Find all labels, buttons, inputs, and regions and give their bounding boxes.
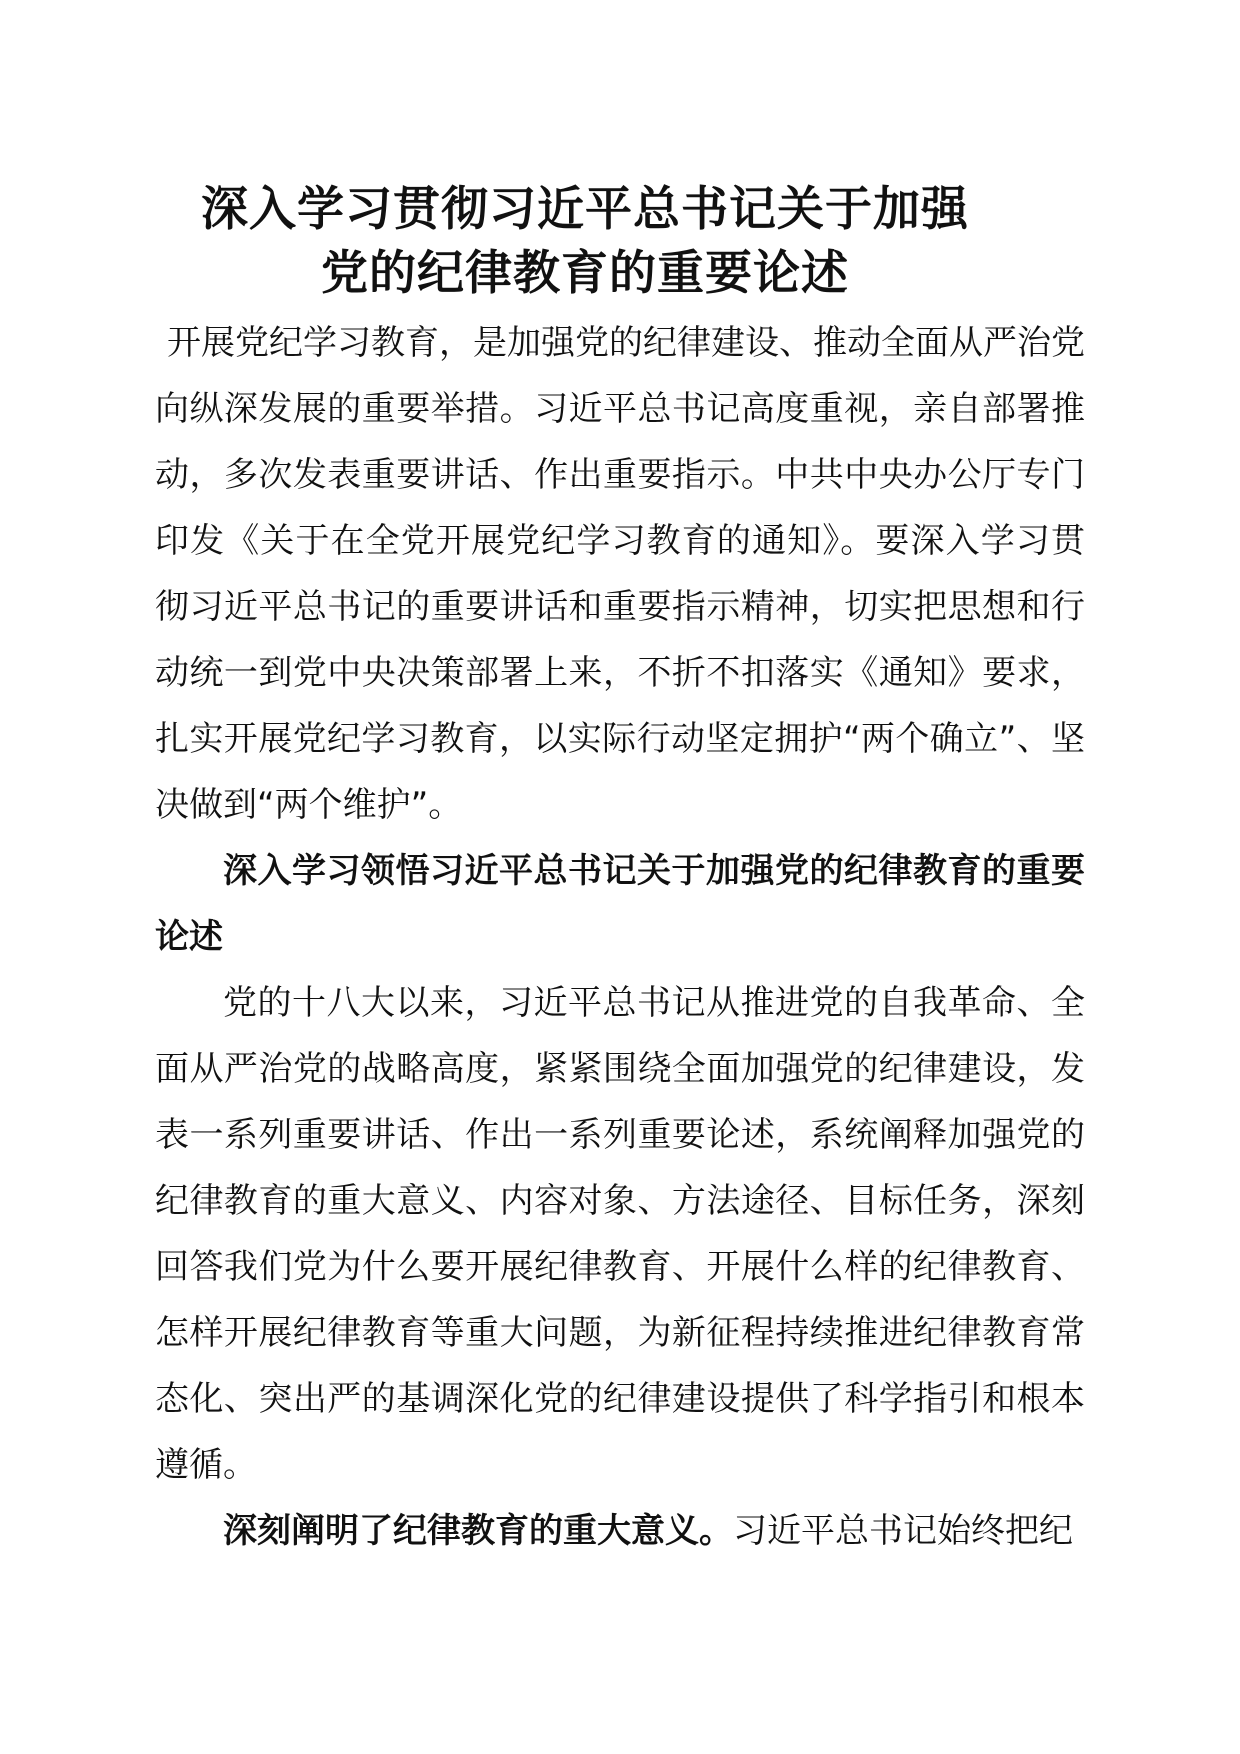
intro-paragraph: 开展党纪学习教育，是加强党的纪律建设、推动全面从严治党向纵深发展的重要举措。习近平总书记高度重视，亲自部署推动，多次发表重要讲话、作出重要指示。中共中央办公厅专门印发《关于在全党开展党纪学习教育的通知》。要深入学习贯彻习近平总书记的重要讲话和重要指示精神，切实把思想和行动统一到党中央决策部署上来，不折不扣落实《通知》要求，扎实开展党纪学习教育，以实际行动坚定拥护“两个确立”、坚决做到“两个维护”。 [155, 323, 1085, 825]
document-title-line-1: 深入学习贯彻习近平总书记关于加强 [201, 182, 969, 237]
point-body-text: 习近平总书记始终把纪 [733, 1511, 1073, 1551]
point-lead-text: 深刻阐明了纪律教育的重大意义。 [223, 1511, 733, 1551]
section-body-paragraph: 党的十八大以来，习近平总书记从推进党的自我革命、全面从严治党的战略高度，紧紧围绕全面加强党的纪律建设，发表一系列重要讲话、作出一系列重要论述，系统阐释加强党的纪律教育的重大意义、内容对象、方法途径、目标任务，深刻回答我们党为什么要开展纪律教育、开展什么样的纪律教育、怎样开展纪律教育等重大问题，为新征程持续推进纪律教育常态化、突出严的基调深化党的纪律建设提供了科学指引和根本遵循。 [155, 983, 1085, 1485]
document-title-line-2: 党的纪律教育的重要论述 [321, 246, 849, 301]
point-paragraph [155, 1498, 1085, 1564]
section-heading: 深入学习领悟习近平总书记关于加强党的纪律教育的重要论述 [155, 851, 1085, 957]
